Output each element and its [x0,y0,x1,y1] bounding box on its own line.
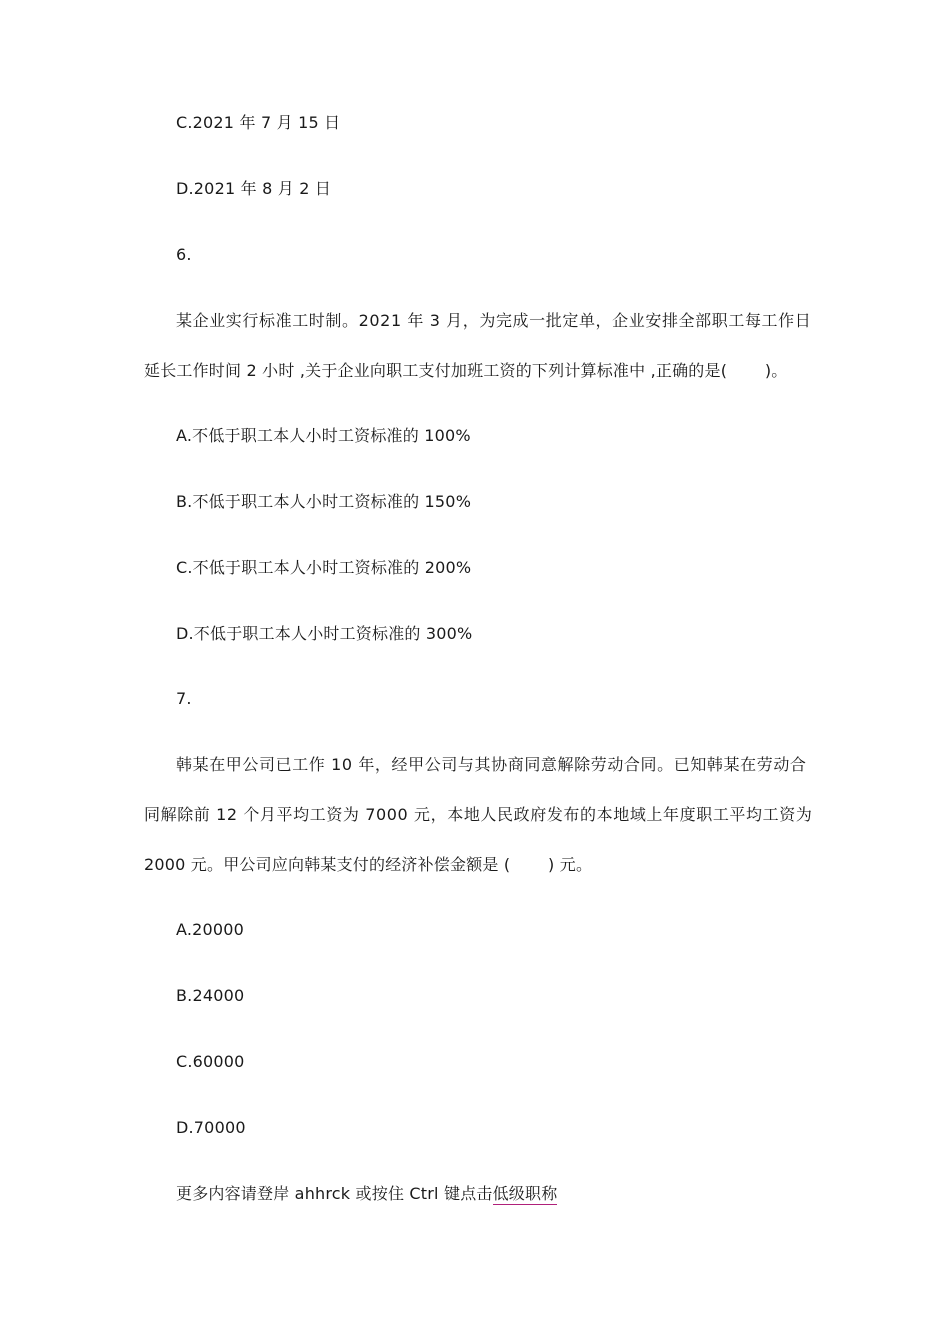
q7-stem-line1: 韩某在甲公司已工作 10 年，经甲公司与其协商同意解除劳动合同。已知韩某在劳动合 [176,755,807,774]
q6-stem-line2: 延长工作时间 2 小时 ,关于企业向职工支付加班工资的下列计算标准中 ,正确的是( )。 [144,361,788,380]
q7-option-b: B.24000 [176,986,245,1005]
footer-promo [176,1183,557,1205]
footer-link[interactable]: 低级职称 [492,1184,558,1203]
q7-stem-line2: 同解除前 12 个月平均工资为 7000 元，本地人民政府发布的本地域上年度职工平均工资为 [144,805,813,824]
q7-number: 7. [176,689,192,708]
q6-option-d: D.不低于职工本人小时工资标准的 300% [176,624,473,643]
q6-stem-line1: 某企业实行标准工时制。2021 年 3 月，为完成一批定单，企业安排全部职工每工作日 [176,311,812,330]
q7-option-a: A.20000 [176,920,245,939]
q6-number: 6. [176,245,192,264]
q7-option-d: D.70000 [176,1118,246,1137]
q5-option-c: C.2021 年 7 月 15 日 [176,113,341,132]
q6-option-b: B.不低于职工本人小时工资标准的 150% [176,492,472,511]
footer-prefix-text: 更多内容请登岸 ahhrck 或按住 Ctrl 键点击 [176,1184,493,1203]
q5-option-d: D.2021 年 8 月 2 日 [176,179,332,198]
q7-stem-line3: 2000 元。甲公司应向韩某支付的经济补偿金额是 ( ) 元。 [144,855,593,874]
q7-option-c: C.60000 [176,1052,245,1071]
q6-option-a: A.不低于职工本人小时工资标准的 100% [176,426,471,445]
q6-option-c: C.不低于职工本人小时工资标准的 200% [176,558,472,577]
